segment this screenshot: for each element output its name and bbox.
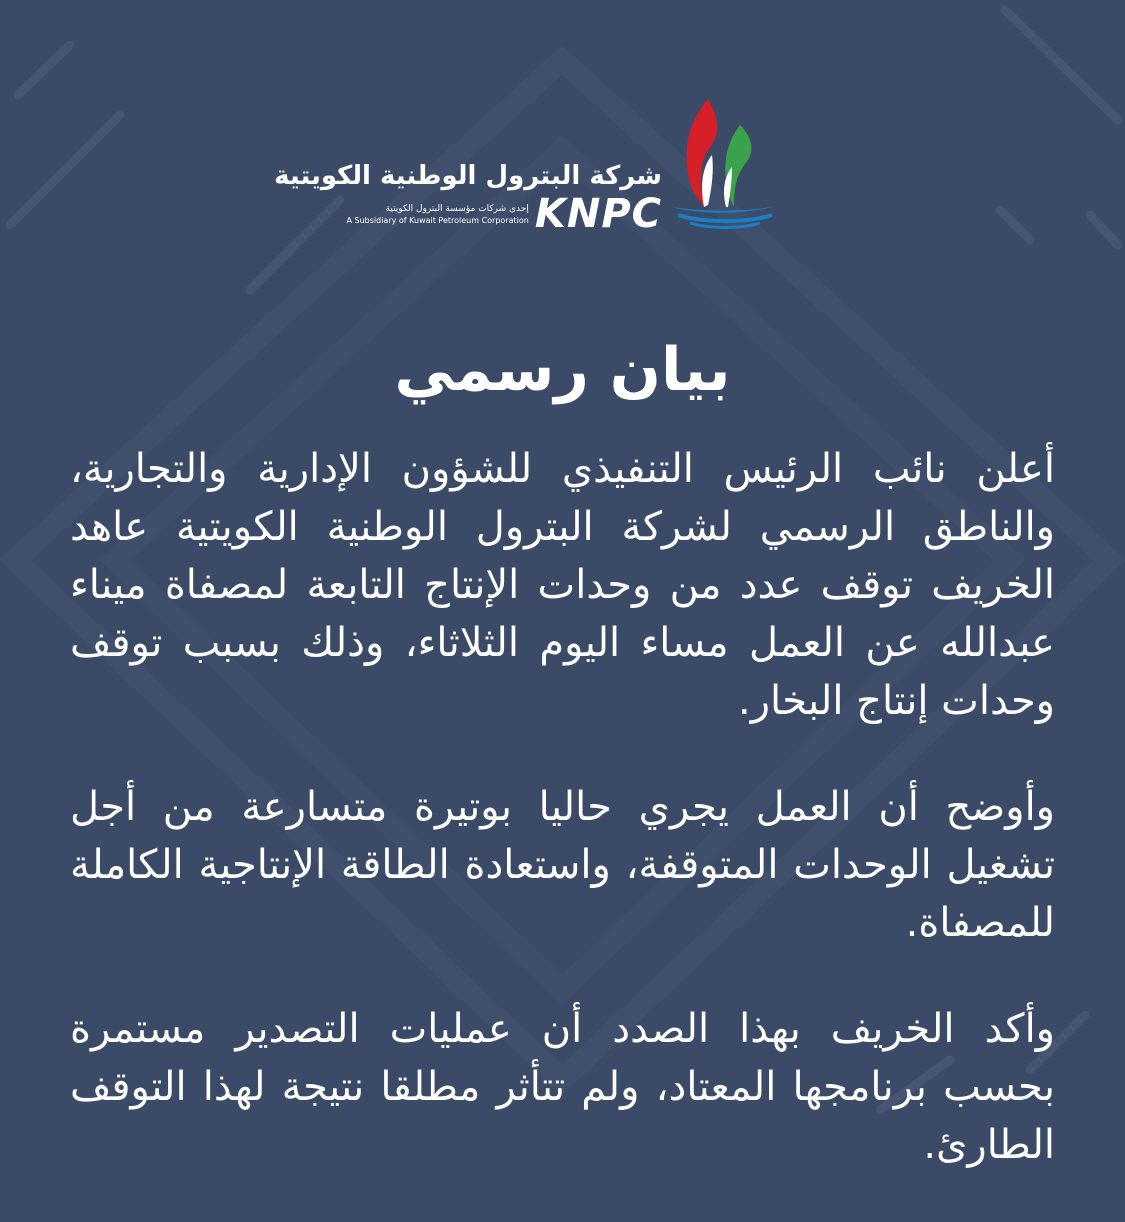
logo-subsidiary-en: A Subsidiary of Kuwait Petroleum Corporation xyxy=(346,215,529,225)
statement-paragraph-1: أعلن نائب الرئيس التنفيذي للشؤون الإدارية والتجارية، والناطق الرسمي لشركة البترول الوطنية الكويتية عاهد الخريف توقف عدد من وحدات الإنتاج التابعة لمصفاة ميناء عبدالله عن العمل مساء اليوم الثلاثاء، وذلك بسبب توقف وحدات إنتاج البخار. xyxy=(70,446,1055,724)
company-logo xyxy=(274,95,780,237)
statement-body xyxy=(70,440,1055,1222)
logo-subsidiary-ar: إحدى شركات مؤسسة البترول الكويتية xyxy=(385,203,529,214)
logo-wordmark xyxy=(274,161,662,237)
logo-abbreviation: KNPC xyxy=(534,191,662,237)
statement-paragraph-2: وأوضح أن العمل يجري حاليا بوتيرة متسارعة من أجل تشغيل الوحدات المتوقفة، واستعادة الطاقة الإنتاجية الكاملة للمصفاة. xyxy=(70,784,1055,946)
logo-company-name-ar: شركة البترول الوطنية الكويتية xyxy=(274,161,662,191)
statement-title: بيان رسمي xyxy=(394,335,731,405)
statement-paragraph-3: وأكد الخريف بهذا الصدد أن عمليات التصدير مستمرة بحسب برنامجها المعتاد، ولم تتأثر مطلقا نتيجة لهذا التوقف الطارئ. xyxy=(70,1006,1055,1168)
logo-subsidiary-note xyxy=(347,203,529,226)
knpc-flame-ship-icon xyxy=(670,95,780,230)
